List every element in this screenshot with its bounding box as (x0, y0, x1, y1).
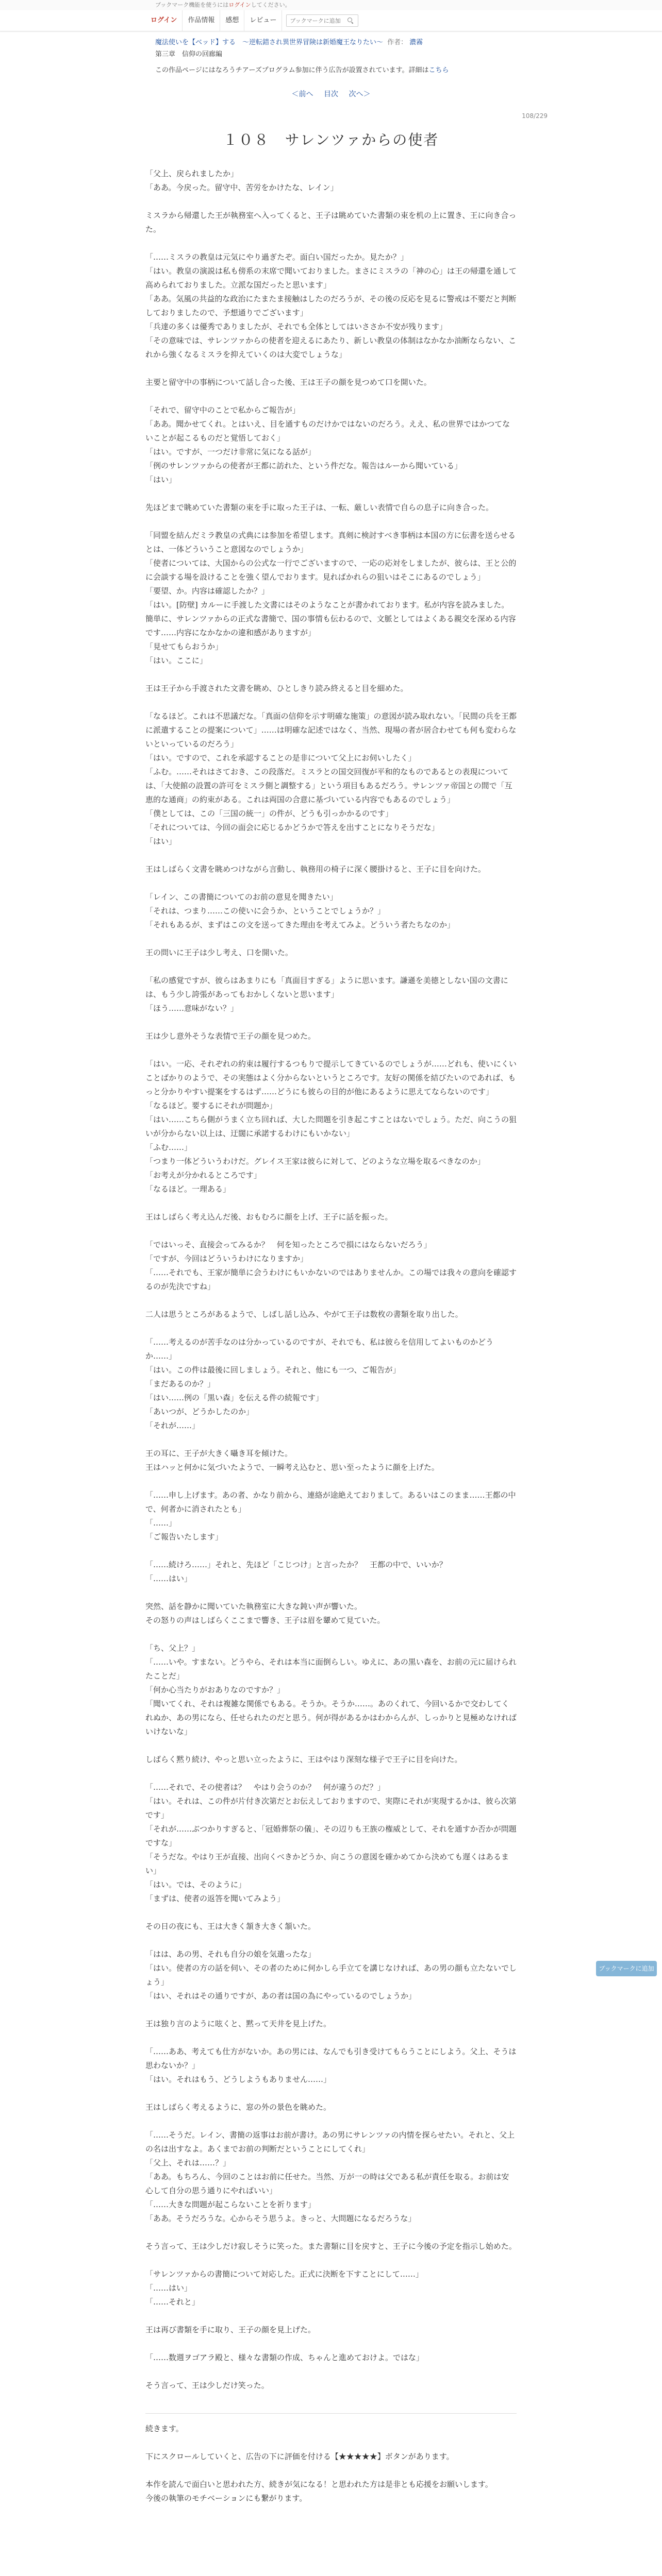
body-paragraph: 「はい。一応、それぞれの約束は履行するつもりで提示してきているのでしょうが……どれも、使いにくいことばかりのようで、その実態はよく分からないというところです。友好の関係を結びたいのであれば、もっと分かりやすい提案をするはず……どうにも彼らの目的が他にあるように思えてならないのです」 (145, 1059, 517, 1096)
body-paragraph: 「……はい」 (145, 1574, 192, 1583)
bookmark-float-button[interactable]: ブックマークに追加 (596, 1961, 657, 1976)
body-paragraph: 「ふむ……」 (145, 1143, 192, 1152)
ad-notice (0, 64, 662, 74)
body-paragraph (145, 2114, 517, 2128)
body-paragraph: 「はい。ですが、一つだけ非常に気になる話が」 (145, 447, 316, 456)
body-paragraph: その怒りの声はしばらくここまで響き、王子は眉を顰めて見ていた。 (145, 1616, 385, 1625)
body-paragraph: 「父上、それは……？」 (145, 2158, 231, 2167)
body-paragraph (145, 1433, 517, 1447)
body-paragraph (145, 668, 517, 682)
body-paragraph: 「はい。教皇の演説は私も傍系の末席で聞いておりました。まさにミスラの「神の心」は王の帰還を通して高められておりました。立派な国だったと思います」 (145, 266, 517, 290)
body-paragraph: 「……それでも、王家が簡単に会うわけにもいかないのではありませんか。この場では我々の意向を確認するのが先決ですね」 (145, 1268, 517, 1291)
body-paragraph: 「はい」 (145, 837, 177, 846)
body-paragraph: 「それは、つまり……この使いに会うか、ということでしょうか？」 (145, 906, 386, 916)
body-paragraph: 王はしばらく文書を眺めつけながら言動し、執務用の椅子に深く腰掛けると、王子に目を向けた。 (145, 865, 486, 874)
body-paragraph: 「なるほど。要するにそれが問題か」 (145, 1101, 277, 1110)
body-paragraph: 「その意味では、サレンツァからの使者を迎えるにあたり、新しい教皇の体制はなかなか油断ならない、これから強くなるミスラを抑えていくのは大変でしょうな」 (145, 336, 517, 359)
body-paragraph (145, 487, 517, 501)
body-paragraph: 「ああ。もちろん、今回のことはお前に任せた。当然、万が一の時は父である私が責任を取る。お前は安心して自分の思う通りにやればいい」 (145, 2172, 509, 2195)
body-paragraph (145, 1628, 517, 1641)
toc-button[interactable]: 目次 (324, 90, 338, 98)
breadcrumb (0, 31, 662, 58)
body-paragraph: 「……それで、その使者は？ やはり会うのか？ 何が違うのだ？」 (145, 1783, 385, 1792)
body-paragraph: 「なるほど。これは不思議だな。「真面の信仰を示す明確な施策」の意図が読み取れない。「民間の兵を王都に派遣することの提案について」……は明確な記述ではなく、当然、現場の者が居合わせても何も変わらないといっているのだろう」 (145, 711, 517, 749)
body-paragraph: 王はハッと何かに気づいたようで、一瞬考え込むと、思い至ったように顔を上げた。 (145, 1463, 439, 1472)
impressions-link[interactable]: 感想 (220, 10, 244, 31)
prev-chapter-button[interactable]: ＜前へ (291, 90, 313, 98)
body-paragraph: 「ああ。聞かせてくれ。とはいえ、目を通すものだけかではないのだろう。ええ、私の世界ではかつてないことが起こるものだと覚悟しておく」 (145, 419, 510, 443)
afterword-paragraph (145, 2464, 517, 2478)
body-paragraph: 「……大きな問題が起こらないことを祈ります」 (145, 2200, 316, 2209)
body-paragraph (145, 1906, 517, 1920)
body-paragraph: 「……いや。すまない。どうやら、それは本当に面倒らしい。ゆえに、あの黒い森を、お前の元に届けられたことだ」 (145, 1657, 517, 1681)
body-paragraph: 「ち、父上？」 (145, 1643, 200, 1653)
body-paragraph: 「はい……例の「黒い森」を伝える件の続報です」 (145, 1393, 324, 1402)
body-paragraph: 「……それと」 (145, 2297, 200, 2307)
body-paragraph (145, 2365, 517, 2379)
body-paragraph: そう言って、王は少しだけ笑った。 (145, 2381, 269, 2390)
reviews-link[interactable]: レビュー (244, 10, 282, 31)
body-paragraph: 「ほう……意味がない？」 (145, 1004, 239, 1013)
next-chapter-button[interactable]: 次へ＞ (349, 90, 371, 98)
body-paragraph: 王はしばらく考え込んだ後、おもむろに顔を上げ、王子に話を振った。 (145, 1212, 393, 1222)
body-paragraph: 「兵達の多くは優秀でありましたが、それでも全体としてはいささか不安が残ります」 (145, 322, 448, 331)
ad-notice-text: この作品ページにはなろうチアーズプログラム参加に伴う広告が設置されています。詳細は (155, 66, 429, 74)
body-paragraph: 「はい。この件は最後に回しましょう。それと、他にも一つ、ご報告が」 (145, 1365, 401, 1375)
chapter-pager (0, 89, 662, 99)
works-info-link[interactable]: 作品情報 (183, 10, 220, 31)
body-paragraph: 「それもあるが、まずはこの文を送ってきた理由を考えてみよ。どういう者たちなのか」 (145, 920, 455, 929)
body-paragraph: 「ふむ。……それはさておき、この段落だ。ミスラとの国交回復が平和的なものであるとの表現については、「大使館の設置の許可をミスラ側と調整する」という項目もあるだろう。サレンツァ帝国との間で「互恵的な通商」の約束がある。これは両国の合意に基づいている内容でもあるのでしょう」 (145, 767, 512, 804)
body-paragraph: 「見せてもらおうか」 (145, 642, 223, 651)
body-paragraph: 「お考えが分かれるところです」 (145, 1171, 261, 1180)
body-paragraph: 「はは、あの男、それも自分の娘を気遣ったな」 (145, 1950, 316, 1959)
banner-text: ブックマーク機能を使うには (155, 2, 229, 8)
body-paragraph: 「要望、か。内容は確認したか？」 (145, 586, 270, 596)
body-paragraph: 「ああ。そうだろうな。心からそう思うよ。きっと、大問題になるだろうな」 (145, 2214, 416, 2223)
afterword-paragraph: 今後の執筆のモチベーションにも繋がります。 (145, 2494, 307, 2503)
body-paragraph (145, 1015, 517, 1029)
chapter-title: １０８ サレンツァからの使者 (223, 131, 439, 148)
afterword-paragraph: 続きます。 (145, 2424, 184, 2433)
body-paragraph: 「はい。ここに」 (145, 656, 208, 665)
body-paragraph (145, 1294, 517, 1308)
body-paragraph: 「それで、留守中のことで私からご報告が」 (145, 405, 300, 415)
body-paragraph (145, 2309, 517, 2323)
body-paragraph: 「……そうだ。レイン、書簡の返事はお前が書け。あの男にサレンツァの内情を探らせたい。それと、父上の名は出すなよ。あくまでお前の判断だということにしてくれ」 (145, 2130, 515, 2154)
body-paragraph: 「ご報告いたします」 (145, 1532, 223, 1541)
body-paragraph (145, 2337, 517, 2351)
body-paragraph: 「まだあるのか？」 (145, 1379, 216, 1388)
body-paragraph: 「……続けろ……」それと、先ほど「こじつけ」と言ったか？ 王都の中で、いいか？ (145, 1560, 447, 1569)
afterword-paragraph: 下にスクロールしていくと、広告の下に評価を付ける【★★★★★】ボタンがあります。 (145, 2452, 454, 2461)
body-paragraph: 王は再び書類を手に取り、王子の顔を見上げた。 (145, 2325, 316, 2334)
search-icon[interactable] (347, 18, 354, 24)
body-paragraph: 「あいつが、どうかしたのか」 (145, 1407, 254, 1416)
body-paragraph (145, 2003, 517, 2017)
login-button[interactable]: ログイン (145, 10, 183, 31)
body-paragraph (145, 2226, 517, 2240)
body-paragraph (145, 195, 517, 209)
search-box (286, 14, 358, 27)
body-paragraph (145, 236, 517, 250)
body-paragraph: 「……数週ヲゴアラ殿と、様々な書類の作成、ちゃんと進めておけよ。ではな」 (145, 2353, 424, 2362)
body-paragraph (145, 1586, 517, 1600)
body-paragraph: 「それが……ぶつかりすぎると、「冠婚葬祭の儀」、その辺りも王族の権威として、それを通すか否かが問題ですな」 (145, 1824, 517, 1848)
body-paragraph (145, 1196, 517, 1210)
body-paragraph: 「はい……こちら側がうまく立ち回れば、大した問題を引き起こすことはないでしょう。ただ、向こうの狙いが分からない以上は、迂闊に承諾するわけにもいかない」 (145, 1115, 517, 1138)
author-label: 作者： (387, 39, 408, 46)
body-paragraph: 「聞いてくれ、それは複雑な関係でもある。そうか。そうか……。あのくれて、今回いるかで交わしてくれぬか、あの男になら、任せられたのだと思う。何が得があるかはわからんが、しっかりと見極めなければいけないな」 (145, 1699, 517, 1736)
body-paragraph (145, 849, 517, 862)
body-paragraph (145, 960, 517, 974)
body-paragraph: ミスラから帰還した王が執務室へ入ってくると、王子は眺めていた書類の束を机の上に置き、王に向き合った。 (145, 211, 517, 234)
body-paragraph (145, 1544, 517, 1558)
body-paragraph: 「サレンツァからの書簡について対応した。正式に決断を下すことにして……」 (145, 2269, 423, 2279)
body-paragraph: 「そうだな。やはり王が直接、出向くべきかどうか、向こうの意図を確かめてから決めても遅くはあるまい」 (145, 1852, 509, 1875)
body-paragraph: 「例のサレンツァからの使者が王都に訪れた、という件だな。報告はルーから聞いている」 (145, 461, 462, 470)
site-header (0, 10, 662, 31)
body-paragraph (145, 362, 517, 376)
body-paragraph: 王は独り言のように呟くと、黙って天井を見上げた。 (145, 2019, 332, 2028)
body-paragraph: 「……」 (145, 1518, 177, 1528)
body-paragraph: 「それが……」 (145, 1421, 200, 1430)
body-paragraph (145, 1321, 517, 1335)
author-afterword (145, 2413, 517, 2505)
banner-suffix: してください。 (251, 2, 291, 8)
body-paragraph: 突然、話を静かに聞いていた執務室に大きな鈍い声が響いた。 (145, 1602, 362, 1611)
chapter-number: 108/229 (522, 112, 548, 120)
body-paragraph (145, 1475, 517, 1488)
body-paragraph: 「……はい」 (145, 2283, 192, 2293)
body-paragraph (145, 2253, 517, 2267)
body-paragraph: 「何か心当たりがおありなのですか？」 (145, 1685, 285, 1694)
body-paragraph: 「それについては、今回の面会に応じるかどうかで答えを出すことになりそうだな」 (145, 823, 439, 832)
body-paragraph (145, 389, 517, 403)
banner-login-link[interactable]: ログイン (228, 2, 251, 8)
body-paragraph: 「つまり一体どういうわけだ。グレイス王家は彼らに対して、どのような立場を取るべきなのか」 (145, 1157, 485, 1166)
body-paragraph: 王は少し意外そうな表情で王子の顔を見つめた。 (145, 1031, 316, 1041)
login-banner (0, 0, 662, 10)
body-paragraph: 「僕としては、この「三国の統一」の件が、どうも引っかかるのです」 (145, 809, 393, 818)
body-paragraph: 二人は思うところがあるようで、しばし話し込み、やがて王子は数枚の書類を取り出した。 (145, 1310, 463, 1319)
body-paragraph (145, 515, 517, 529)
ad-notice-link[interactable]: こちら (428, 66, 449, 74)
series-title-link[interactable]: 魔法使いを【ベッド】する ～逆転錯され異世界冒険は新婚魔王なりたい～ (155, 39, 384, 46)
body-paragraph: 王の耳に、王子が大きく囁き耳を傾けた。 (145, 1449, 293, 1458)
body-paragraph (145, 1739, 517, 1753)
body-paragraph: 「……ミスラの教皇は元気にやり過ぎたぞ。面白い国だったか。見たか？」 (145, 252, 408, 262)
body-paragraph: 「はい、それはその通りですが、あの者は国の為にやっているのでしょうか」 (145, 1991, 417, 2001)
afterword-paragraph: 本作を読んで面白いと思われた方、続きが気になる！と思われた方は是非とも応援をお願いします。 (145, 2480, 493, 2489)
body-paragraph: 「はい」 (145, 475, 177, 484)
body-paragraph: 「はい。では、そのように」 (145, 1880, 246, 1889)
body-paragraph (145, 1224, 517, 1238)
body-paragraph (145, 1043, 517, 1057)
chapter-body (145, 167, 517, 2393)
body-paragraph: 王は王子から手渡された文書を眺め、ひとしきり読み終えると目を細めた。 (145, 684, 408, 693)
body-paragraph: 「はい。それはもう、どうしようもありません……」 (145, 2075, 332, 2084)
body-paragraph: 主要と留守中の事柄について話し合った後、王は王子の顔を見つめて口を開いた。 (145, 378, 432, 387)
body-paragraph: 王の問いに王子は少し考え、口を開いた。 (145, 948, 293, 957)
body-paragraph: 「ですが、今回はどういうわけになりますか」 (145, 1254, 308, 1263)
body-paragraph (145, 876, 517, 890)
body-paragraph (145, 2087, 517, 2100)
search-input[interactable] (289, 17, 347, 25)
arc-title: 第三章 信仰の回廊編 (155, 50, 223, 58)
body-paragraph: 「ああ。気風の共益的な政治にたまたま接触はしたのだろうが、その後の反応を見るに警戒は不要だと判断しておりましたので、予想通りでございます」 (145, 294, 517, 317)
body-paragraph: 「はい。[防壁] カルーに手渡した文書にはそのようなことが書かれております。私が内容を読みました。簡単に、サレンツァからの正式な書簡で、国の事情も伝わるので、文脈としてはよくある親交を深める内容です……内容になかなかの違和感がありますが」 (145, 600, 516, 637)
body-paragraph: 「使者については、大国からの公式な一行でございますので、一応の応対をしましたが、彼らは、王と公的に会談する場を設けることを強く望んでおります。見ればかれらの狙いはそこにあるのでしょう」 (145, 558, 517, 582)
body-paragraph: 「私の感覚ですが、彼らはあまりにも「真面目すぎる」ように思います。謙遜を美徳としない国の文書には、もう少し誇張があってもおかしくないと思います」 (145, 976, 508, 999)
body-paragraph: 「……ああ、考えても仕方がないか。あの男には、なんでも引き受けてもらうことにしよう。父上、そうは思わないか？」 (145, 2047, 517, 2070)
body-paragraph (145, 1767, 517, 1781)
body-paragraph: しばらく黙り続け、やっと思い立ったように、王はやはり深刻な様子で王子に目を向けた。 (145, 1755, 462, 1764)
body-paragraph (145, 2031, 517, 2045)
body-paragraph: その日の夜にも、王は大きく頷き大きく頷いた。 (145, 1922, 316, 1931)
body-paragraph: 「……申し上げます。あの者、かなり前から、連絡が途絶えておりまして。あるいはこのまま……王都の中で、何者かに消されたとも」 (145, 1490, 516, 1514)
body-paragraph (145, 696, 517, 709)
body-paragraph (145, 1934, 517, 1947)
author-link[interactable]: 濃霧 (409, 39, 423, 46)
body-paragraph: 「はい。それは、この件が片付き次第だとお伝えしておりますので、実際にそれが実現するかは、彼ら次第です」 (145, 1797, 517, 1820)
afterword-paragraph (145, 2436, 517, 2450)
body-paragraph: 先ほどまで眺めていた書類の束を手に取った王子は、一転、厳しい表情で自らの息子に向き合った。 (145, 503, 494, 512)
body-paragraph: 「まずは、使者の返答を聞いてみよう」 (145, 1894, 285, 1903)
body-paragraph: 王はしばらく考えるように、窓の外の景色を眺めた。 (145, 2103, 332, 2112)
body-paragraph: 「同盟を結んだミラ教皇の式典には参加を希望します。真剣に検討すべき事柄は本国の方に伝書を送らせるとは、一体どういうこと意図なのでしょうか」 (145, 531, 516, 554)
body-paragraph: そう言って、王は少しだけ寂しそうに笑った。また書類に目を戻すと、王子に今後の予定を指示し始めた。 (145, 2242, 517, 2251)
body-paragraph (145, 932, 517, 946)
body-paragraph: 「はい。使者の方の話を伺い、その者のために何かしら手立てを講じなければ、あの男の顔も立たないでしょう」 (145, 1963, 517, 1987)
body-paragraph: 「ああ。今戻った。留守中、苦労をかけたな、レイン」 (145, 183, 338, 192)
body-paragraph: 「なるほど。一理ある」 (145, 1184, 231, 1194)
body-paragraph: 「はい。ですので、これを承認することの是非について父上にお伺いしたく」 (145, 753, 416, 762)
body-paragraph: 「父上、戻られましたか」 (145, 169, 239, 178)
body-paragraph: 「ではいっそ、直接会ってみるか？ 何を知ったところで損にはならないだろう」 (145, 1240, 432, 1249)
body-paragraph: 「レイン、この書簡についてのお前の意見を聞きたい」 (145, 892, 338, 902)
body-paragraph: 「……考えるのが苦手なのは分かっているのですが、それでも、私は彼らを信用してよいものかどうか……」 (145, 1337, 494, 1361)
